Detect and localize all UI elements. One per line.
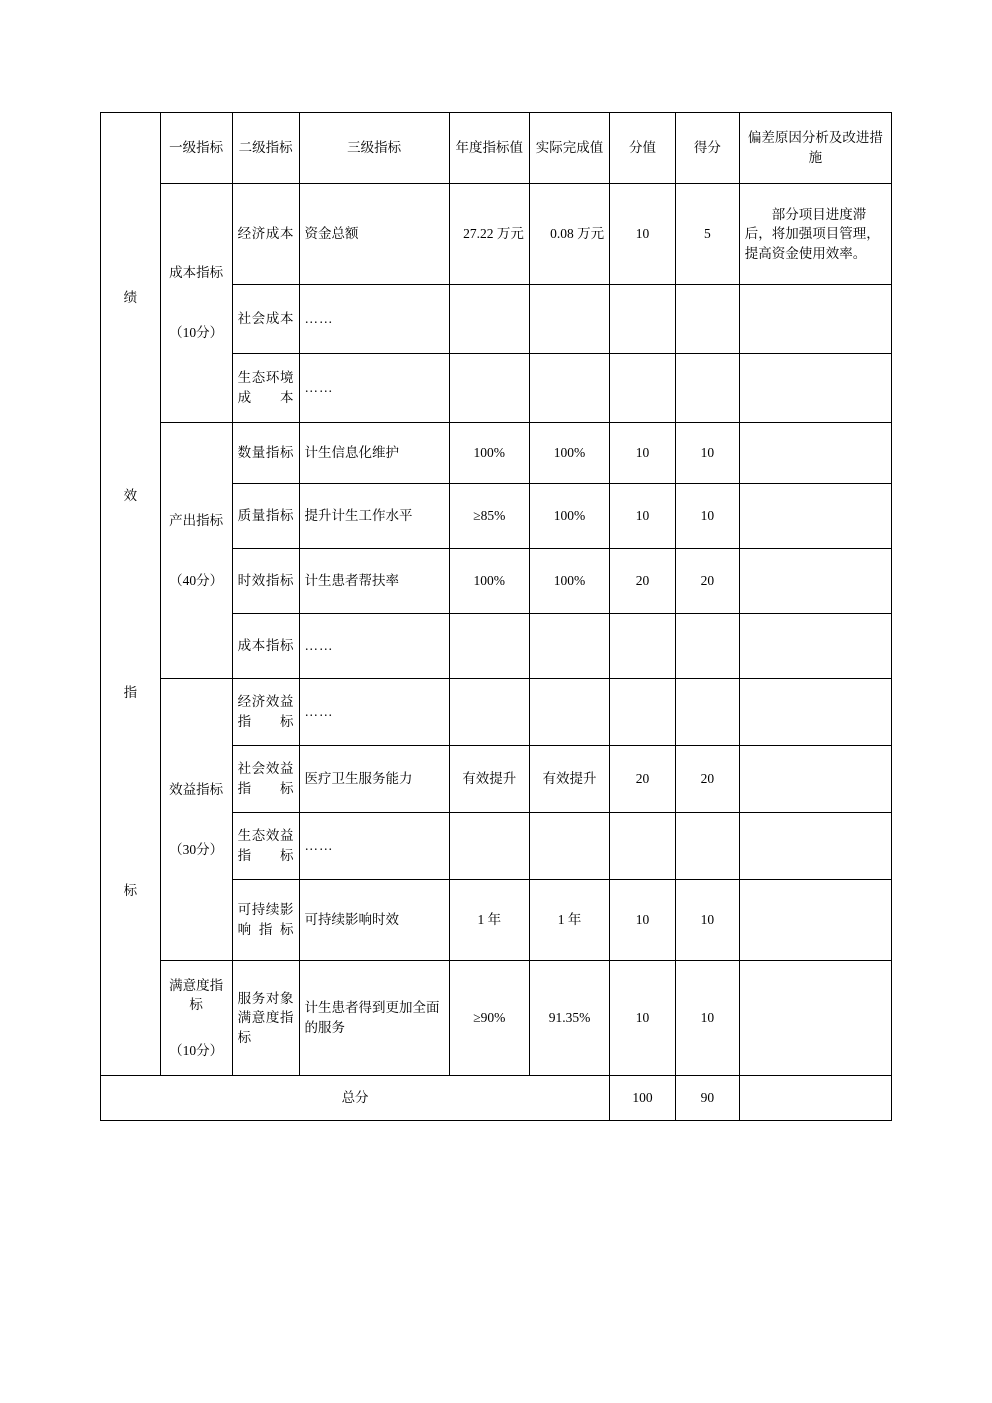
score-value-medical-service: 20 — [610, 746, 676, 813]
level2-social-benefit: 社会效益指标 — [232, 746, 299, 813]
header-level2: 二级指标 — [232, 113, 299, 184]
table-row — [101, 423, 892, 484]
actual-total-funds: 0.08 万元 — [529, 184, 609, 285]
level2-output-cost: 成本指标 — [232, 614, 299, 679]
score-got-info-maintenance: 10 — [675, 423, 739, 484]
level1-cost — [160, 184, 232, 423]
level1-satisfaction-weight: （10分） — [169, 1042, 224, 1058]
level2-social-cost: 社会成本 — [232, 285, 299, 354]
actual-eco-benefit — [529, 813, 609, 880]
header-annual-target: 年度指标值 — [449, 113, 529, 184]
level1-cost-weight: （10分） — [169, 325, 224, 340]
target-assist-rate: 100% — [449, 549, 529, 614]
level1-benefit — [160, 679, 232, 961]
deviation-medical-service — [739, 746, 891, 813]
performance-indicator-table — [100, 112, 892, 1121]
level2-service-satisfaction: 服务对象满意度指标 — [232, 961, 299, 1076]
score-value-eco-env-cost — [610, 354, 676, 423]
level3-info-maintenance: 计生信息化维护 — [299, 423, 449, 484]
target-eco-benefit — [449, 813, 529, 880]
actual-assist-rate: 100% — [529, 549, 609, 614]
level3-eco-env-cost: …… — [299, 354, 449, 423]
level2-economic-benefit: 经济效益指标 — [232, 679, 299, 746]
actual-social-cost — [529, 285, 609, 354]
level0-char-2: 指 — [123, 685, 138, 701]
actual-info-maintenance: 100% — [529, 423, 609, 484]
level1-benefit-name: 效益指标 — [169, 781, 224, 797]
level3-assist-rate: 计生患者帮扶率 — [299, 549, 449, 614]
target-output-cost — [449, 614, 529, 679]
target-comprehensive-service: ≥90% — [449, 961, 529, 1076]
level0-char-1: 效 — [123, 487, 138, 503]
total-label: 总分 — [101, 1076, 610, 1121]
actual-medical-service: 有效提升 — [529, 746, 609, 813]
header-level1: 一级指标 — [160, 113, 232, 184]
score-got-comprehensive-service: 10 — [675, 961, 739, 1076]
level1-output-weight: （40分） — [169, 572, 224, 588]
level1-benefit-weight: （30分） — [169, 841, 224, 857]
table-header-row — [101, 113, 892, 184]
score-value-info-maintenance: 10 — [610, 423, 676, 484]
deviation-total-funds: 部分项目进度滞后，将加强项目管理，提高资金使用效率。 — [739, 184, 891, 285]
level3-medical-service: 医疗卫生服务能力 — [299, 746, 449, 813]
level3-work-level: 提升计生工作水平 — [299, 484, 449, 549]
deviation-assist-rate — [739, 549, 891, 614]
score-value-total-funds: 10 — [610, 184, 676, 285]
score-got-eco-benefit — [675, 813, 739, 880]
level1-satisfaction — [160, 961, 232, 1076]
header-level0-cell — [101, 113, 161, 1076]
level1-cost-name: 成本指标 — [169, 265, 224, 281]
actual-eco-env-cost — [529, 354, 609, 423]
score-value-comprehensive-service: 10 — [610, 961, 676, 1076]
level2-sustainable: 可持续影响指标 — [232, 880, 299, 961]
total-score-got: 90 — [675, 1076, 739, 1121]
score-got-work-level: 10 — [675, 484, 739, 549]
actual-output-cost — [529, 614, 609, 679]
target-info-maintenance: 100% — [449, 423, 529, 484]
deviation-sustainable-effect — [739, 880, 891, 961]
score-got-medical-service: 20 — [675, 746, 739, 813]
level1-satisfaction-name: 满意度指标 — [169, 977, 224, 1013]
table-row — [101, 679, 892, 746]
deviation-eco-env-cost — [739, 354, 891, 423]
level2-timeliness: 时效指标 — [232, 549, 299, 614]
target-total-funds: 27.22 万元 — [449, 184, 529, 285]
level3-social-cost: …… — [299, 285, 449, 354]
score-value-social-cost — [610, 285, 676, 354]
target-economic-benefit — [449, 679, 529, 746]
level2-quantity: 数量指标 — [232, 423, 299, 484]
header-deviation: 偏差原因分析及改进措施 — [739, 113, 891, 184]
score-value-assist-rate: 20 — [610, 549, 676, 614]
total-score-value: 100 — [610, 1076, 676, 1121]
target-medical-service: 有效提升 — [449, 746, 529, 813]
score-got-assist-rate: 20 — [675, 549, 739, 614]
score-got-total-funds: 5 — [675, 184, 739, 285]
level2-eco-benefit: 生态效益指标 — [232, 813, 299, 880]
level2-quality: 质量指标 — [232, 484, 299, 549]
score-value-eco-benefit — [610, 813, 676, 880]
table-row — [101, 184, 892, 285]
level3-comprehensive-service: 计生患者得到更加全面的服务 — [299, 961, 449, 1076]
score-value-sustainable-effect: 10 — [610, 880, 676, 961]
header-actual: 实际完成值 — [529, 113, 609, 184]
level3-total-funds: 资金总额 — [299, 184, 449, 285]
header-score-value: 分值 — [610, 113, 676, 184]
deviation-social-cost — [739, 285, 891, 354]
table-total-row — [101, 1076, 892, 1121]
deviation-eco-benefit — [739, 813, 891, 880]
deviation-economic-benefit — [739, 679, 891, 746]
level3-economic-benefit: …… — [299, 679, 449, 746]
level1-output-name: 产出指标 — [169, 512, 224, 528]
level2-economic-cost: 经济成本 — [232, 184, 299, 285]
score-got-sustainable-effect: 10 — [675, 880, 739, 961]
level1-output — [160, 423, 232, 679]
deviation-output-cost — [739, 614, 891, 679]
header-level3: 三级指标 — [299, 113, 449, 184]
header-score-got: 得分 — [675, 113, 739, 184]
actual-sustainable-effect: 1 年 — [529, 880, 609, 961]
actual-work-level: 100% — [529, 484, 609, 549]
level3-sustainable-effect: 可持续影响时效 — [299, 880, 449, 961]
target-work-level: ≥85% — [449, 484, 529, 549]
score-value-economic-benefit — [610, 679, 676, 746]
target-eco-env-cost — [449, 354, 529, 423]
score-value-output-cost — [610, 614, 676, 679]
actual-economic-benefit — [529, 679, 609, 746]
score-got-eco-env-cost — [675, 354, 739, 423]
target-sustainable-effect: 1 年 — [449, 880, 529, 961]
score-value-work-level: 10 — [610, 484, 676, 549]
level0-char-3: 标 — [123, 883, 138, 899]
table-row — [101, 961, 892, 1076]
score-got-output-cost — [675, 614, 739, 679]
target-social-cost — [449, 285, 529, 354]
level3-output-cost: …… — [299, 614, 449, 679]
deviation-info-maintenance — [739, 423, 891, 484]
level3-eco-benefit: …… — [299, 813, 449, 880]
level0-char-0: 绩 — [123, 289, 138, 305]
score-got-economic-benefit — [675, 679, 739, 746]
total-deviation — [739, 1076, 891, 1121]
level2-eco-env-cost: 生态环境成本 — [232, 354, 299, 423]
actual-comprehensive-service: 91.35% — [529, 961, 609, 1076]
deviation-work-level — [739, 484, 891, 549]
score-got-social-cost — [675, 285, 739, 354]
deviation-comprehensive-service — [739, 961, 891, 1076]
